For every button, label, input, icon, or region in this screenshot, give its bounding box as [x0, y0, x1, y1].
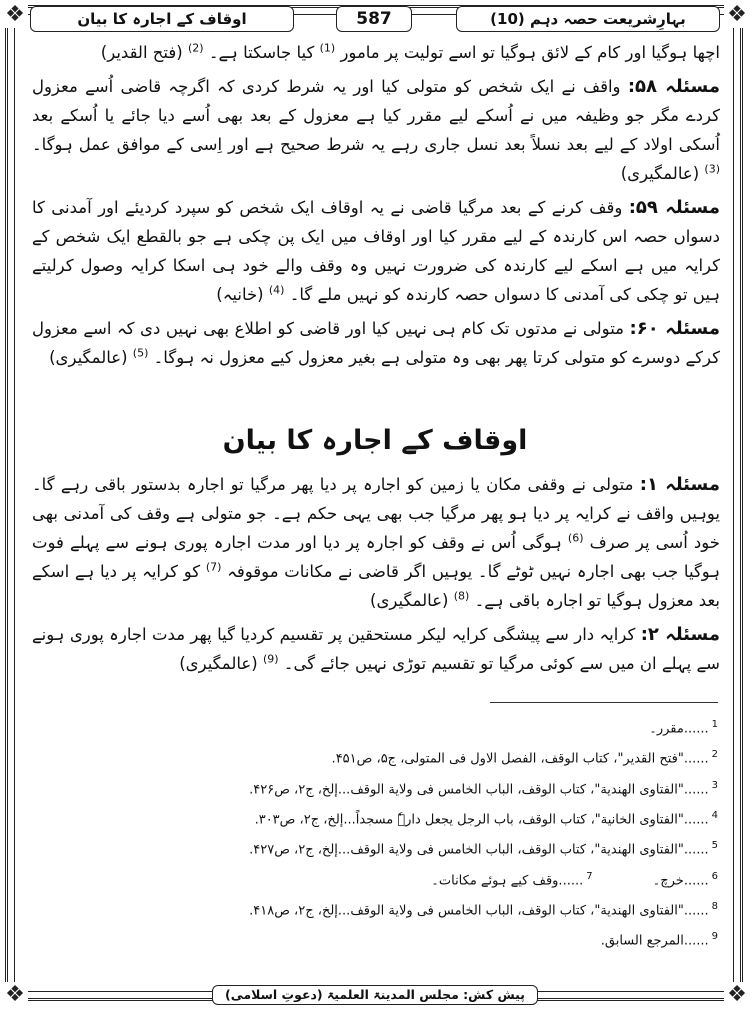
citation: (فتح القدیر): [100, 43, 183, 62]
footnote-item: [40, 742, 718, 772]
chapter-title: اوقاف کے اجارہ کا بیان: [30, 6, 294, 32]
main-text: [32, 38, 720, 377]
paragraph-text: متولی نے وقفی مکان یا زمین کو اجارہ پر دیا پھر مرگیا تو اجارہ بدستور باقی رہے گا۔ یوہیں واقف نے کرایہ پر دیا ہو پھر مرگیا جب بھی یہی حکم ہے۔ جو متولی ہے وقف کی آمدنی بھی خود اُسی پر صرف: [32, 475, 720, 552]
footnote-number: 1: [711, 719, 718, 730]
footnote-text: ......خرچ۔: [652, 872, 709, 888]
citation: (عالمگیری): [49, 348, 128, 367]
paragraph-continuation: [32, 38, 720, 67]
citation: (خانیہ): [216, 285, 264, 304]
footnote-marker[interactable]: (8): [453, 589, 470, 603]
footnote-number: 6: [711, 870, 718, 882]
publisher-credit: پیش کش: مجلس المدینۃ العلمیۃ (دعوتِ اسلامی): [212, 985, 538, 1005]
footnote-number: 4: [711, 809, 718, 821]
footnote-text: ......مقرر۔: [649, 721, 709, 737]
footnote-marker[interactable]: (1): [319, 41, 336, 55]
footnote-text: ......المرجع السابق.: [600, 933, 709, 949]
citation: (عالمگیری): [370, 591, 449, 610]
page-footer: [30, 984, 720, 1005]
footnote-number: 3: [711, 779, 718, 791]
masala-1: [32, 470, 720, 615]
footnote-number: 9: [711, 931, 718, 943]
corner-ornament-icon: ❖: [724, 2, 750, 28]
paragraph-text: کو کرایہ پر دیا ہے اسکے بعد معزول ہوگیا تو اجارہ باقی ہے۔: [32, 562, 720, 610]
section-text: [32, 470, 720, 683]
paragraph-text: واقف نے ایک شخص کو متولی کیا اور یہ شرط کردی کہ اگرچہ قاضی اُسے معزول کردے مگر جو وظیفہ میں نے اُسکے لیے مقرر کیا ہے معزول کے بعد بھی اُسے دیا جائے یا اُسکے بعد اُسکی اولاد کے لیے بعد نسلاً بعد نسل جاری رہے یہ شرط صحیح ہے اور اِسی کے موافق عمل ہوگا۔: [32, 77, 720, 154]
section-heading: اوقاف کے اجارہ کا بیان: [222, 425, 528, 456]
masala-58: [32, 72, 720, 188]
footnote-separator: [490, 702, 718, 703]
footnote-item: [40, 924, 718, 954]
footnote-marker[interactable]: (4): [268, 283, 285, 297]
masala-2: [32, 620, 720, 678]
footnote-number: 7: [586, 870, 593, 882]
footnotes: [40, 712, 718, 955]
footnote-text: ......"الفتاوی الهندية"، کتاب الوقف، الباب الخامس فی ولاية الوقف...إلخ، ج۲، ص۴۲۷.: [249, 842, 709, 858]
footnote-number: 8: [711, 900, 718, 912]
footnote-marker[interactable]: (7): [205, 560, 222, 574]
footnote-item: [40, 773, 718, 803]
book-title: بہارِشریعت حصہ دہم (10): [456, 6, 720, 32]
page-header: [30, 4, 720, 34]
masala-label: مسئلہ ۶۰:: [629, 318, 720, 339]
footnote-marker[interactable]: (3): [704, 162, 720, 176]
paragraph-text: وقف کرنے کے بعد مرگیا قاضی نے یہ اوقاف ایک شخص کو سپرد کردیئے اور آمدنی کا دسواں حصہ اس کارندہ کے لیے مقرر کیا اور اوقاف میں ایک پن چکی ہے جو بالقطع ایک شخص کے کرایہ میں ہے اسکے لیے کارندہ کی ضرورت نہیں وہ وقف والے خود ہی اسکا کرایہ وصول کرلیتے ہیں تو چکی کی آمدنی کا دسواں حصہ کارندہ کو نہیں ملے گا۔: [32, 198, 720, 304]
footnote-item: [40, 712, 718, 742]
citation: (عالمگیری): [620, 164, 700, 183]
footnote-text: ......"الفتاوی الهندية"، کتاب الوقف، الباب الخامس فی ولاية الوقف...إلخ، ج۲، ص۴۱۸.: [249, 903, 709, 919]
paragraph-text: کیا جاسکتا ہے۔: [208, 43, 315, 62]
footnote-marker[interactable]: (2): [187, 41, 204, 55]
footnote-text: ......"الفتاوی الخانية"، کتاب الوقف، باب الرجل یجعل دارہٗ مسجداً...إلخ، ج۲، ص۳۰۳.: [254, 812, 709, 828]
masala-label: مسئلہ ۲:: [640, 624, 720, 645]
footnote-number: 2: [711, 749, 718, 761]
paragraph-text: کرایہ دار سے پیشگی کرایہ لیکر مستحقین پر تقسیم کردیا گیا پھر مدت اجارہ پوری ہونے سے پہلے ان میں سے کوئی مرگیا تو تقسیم توڑی نہیں جائے گی۔: [32, 625, 720, 673]
citation: (عالمگیری): [179, 654, 258, 673]
paragraph-text: ہوگی اُس نے وقف کو اجارہ پر دیا اور مدت اجارہ پوری ہونے سے پہلے فوت ہوگیا جب بھی اجارہ نہیں ٹوٹے گا۔ یوہیں اگر قاضی نے مکانات موقوفہ: [32, 533, 720, 581]
footnote-item: [40, 803, 718, 833]
masala-label: مسئلہ ۱:: [639, 474, 720, 495]
footnote-item: [40, 864, 718, 894]
page-number: 587: [336, 6, 412, 32]
footnote-marker[interactable]: (6): [567, 531, 584, 545]
footnote-number: 5: [711, 840, 718, 852]
footnote-text: ......"الفتاوی الهندية"، کتاب الوقف، الباب الخامس فی ولاية الوقف...إلخ، ج۲، ص۴۲۶.: [249, 781, 709, 797]
corner-ornament-icon: ❖: [2, 2, 28, 28]
footnote-marker[interactable]: (5): [132, 346, 149, 360]
footnote-item: [40, 894, 718, 924]
footnote-text: ......وقف کیے ہوئے مکانات۔: [431, 872, 584, 888]
paragraph-text: اچھا ہوگیا اور کام کے لائق ہوگیا تو اسے تولیت پر مامور: [340, 43, 720, 62]
footnote-marker[interactable]: (9): [262, 652, 279, 666]
masala-60: [32, 314, 720, 372]
masala-label: مسئلہ ۵۸:: [627, 76, 720, 97]
paragraph-text: متولی نے مدتوں تک کام ہی نہیں کیا اور قاضی کو اطلاع بھی نہیں دی کہ اسے معزول کرکے دوسرے کو متولی کرتا پھر بھی وہ متولی ہے بغیر معزول کیے معزول نہ ہوگا۔: [32, 319, 720, 367]
corner-ornament-icon: ❖: [2, 982, 28, 1008]
masala-59: [32, 193, 720, 309]
footnote-item: [40, 833, 718, 863]
masala-label: مسئلہ ۵۹:: [628, 197, 720, 218]
footnote-text: ......"فتح القدیر"، کتاب الوقف، الفصل الاول فی المتولی، ج۵، ص۴۵۱.: [331, 751, 709, 767]
corner-ornament-icon: ❖: [724, 982, 750, 1008]
